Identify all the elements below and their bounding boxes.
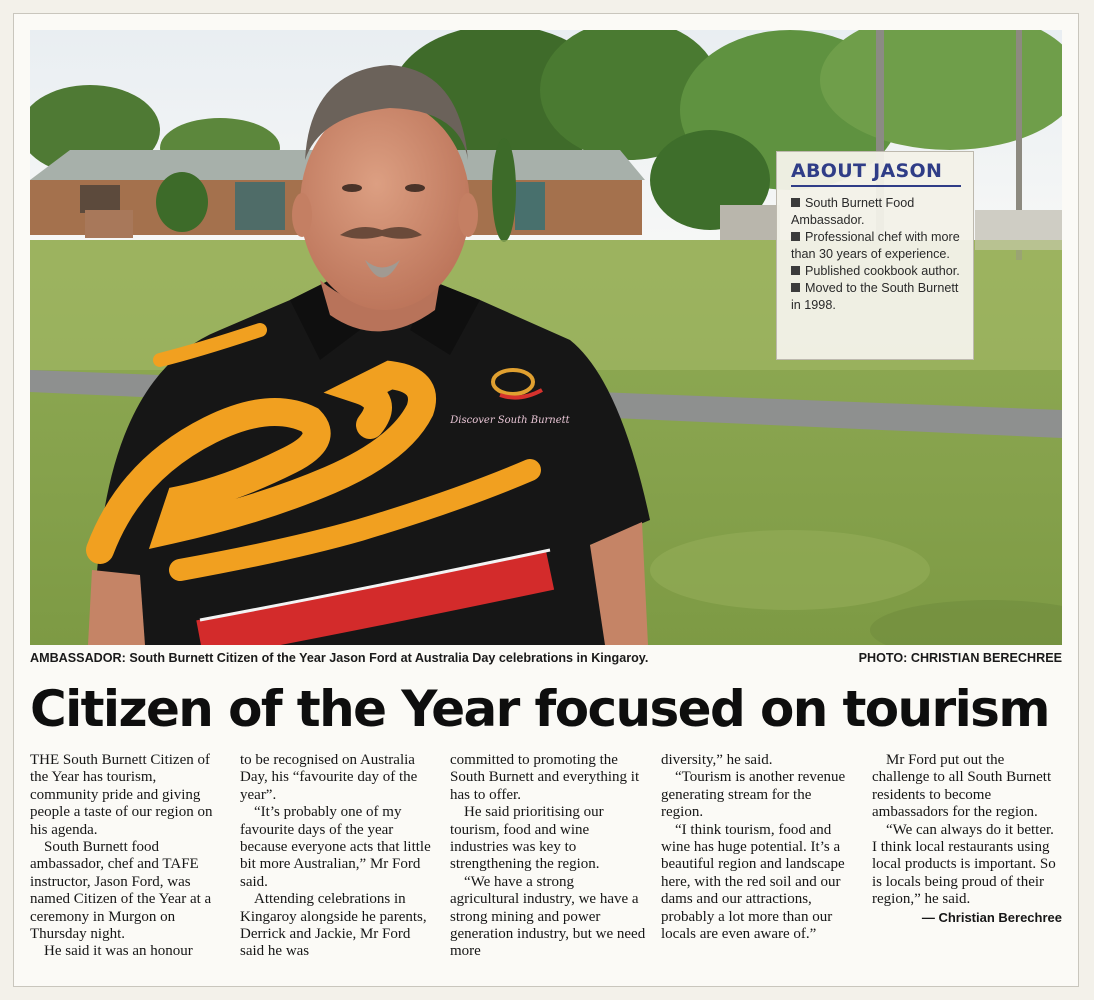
paragraph: “I think tourism, food and wine has huge potential. It’s a beautiful region and landscape here, with the red soil and our dams and our attractions, probably a lot more than our locals are even aware of.” <box>661 821 845 943</box>
shirt-logo-text: Discover South Burnett <box>450 415 570 426</box>
about-item: Professional chef with more than 30 years of experience. <box>791 230 960 261</box>
paragraph: “Tourism is another revenue generating stream for the region. <box>661 769 846 821</box>
caption-text: AMBASSADOR: South Burnett Citizen of the Year Jason Ford at Australia Day celebrations in Kingaroy. <box>30 651 649 665</box>
paragraph: “It’s probably one of my favourite days of the year because everyone acts that little bit more Australian,” Mr Ford said. <box>240 804 431 890</box>
about-jason-box <box>776 151 974 360</box>
photo-caption <box>30 651 1062 669</box>
about-title: ABOUT JASON <box>791 160 961 187</box>
square-bullet-icon <box>791 283 800 292</box>
about-item: Moved to the South Burnett in 1998. <box>791 281 959 312</box>
about-list <box>791 195 961 314</box>
paragraph: South Burnett food ambassador, chef and TAFE instructor, Jason Ford, was named Citizen of the Year at a ceremony in Murgon on Thursday night. <box>30 839 212 943</box>
paragraph: diversity,” he said. <box>661 752 773 768</box>
square-bullet-icon <box>791 198 800 207</box>
about-item: Published cookbook author. <box>791 263 961 280</box>
body-column-4 <box>661 752 857 943</box>
paragraph: “We can always do it better. I think local restaurants using local products is important. So is locals being proud of their region,” he said. <box>872 821 1056 908</box>
paragraph: He said prioritising our tourism, food and wine industries was key to strengthening the region. <box>450 804 604 873</box>
body-column-5 <box>872 752 1062 926</box>
paragraph: Attending celebrations in Kingaroy alongside he parents, Derrick and Jackie, Mr Ford said he was <box>240 891 427 960</box>
square-bullet-icon <box>791 232 800 241</box>
paragraph: Mr Ford put out the challenge to all South Burnett residents to become ambassadors for the region. <box>872 752 1052 821</box>
body-column-1 <box>30 752 226 961</box>
paragraph: “We have a strong agricultural industry, we have a strong mining and power generation industry, but we need more <box>450 873 646 960</box>
paragraph: to be recognised on Australia Day, his “favourite day of the year”. <box>240 752 418 803</box>
photo-credit: PHOTO: CHRISTIAN BERECHREE <box>858 651 1062 665</box>
headline: Citizen of the Year focused on tourism <box>30 680 1049 738</box>
square-bullet-icon <box>791 266 800 275</box>
paragraph: THE South Burnett Citizen of the Year has tourism, community pride and giving people a taste of our region on his agenda. <box>30 752 213 838</box>
body-column-2 <box>240 752 436 961</box>
paragraph: committed to promoting the South Burnett and everything it has to offer. <box>450 752 640 803</box>
byline: — Christian Berechree <box>921 909 1062 925</box>
body-column-3 <box>450 752 646 961</box>
about-item: South Burnett Food Ambassador. <box>791 196 915 227</box>
paragraph: He said it was an honour <box>44 943 193 960</box>
